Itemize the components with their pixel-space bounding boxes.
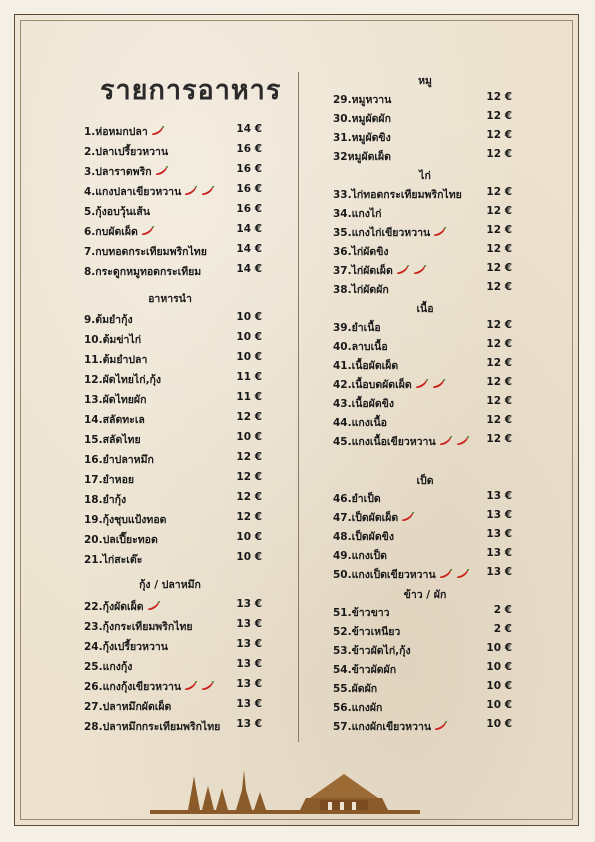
- menu-item: [84, 223, 262, 241]
- menu-item-name: [84, 331, 141, 348]
- menu-item: [84, 371, 262, 389]
- menu-item: [333, 110, 512, 128]
- menu-item-label: 38.ไก่ผัดผัก: [333, 284, 389, 296]
- menu-item-price: 12 €: [486, 262, 512, 274]
- menu-item-price: 12 €: [486, 148, 512, 160]
- chili-icon: [151, 126, 165, 137]
- menu-item-name: [333, 319, 381, 336]
- section-title-chicken: ไก่: [419, 170, 431, 182]
- menu-item-price: 11 €: [236, 371, 262, 383]
- menu-item: [84, 123, 262, 141]
- menu-item-label: 45.แกงเนื้อเขียวหวาน: [333, 436, 436, 448]
- chili-icon: [434, 721, 448, 732]
- menu-item-label: 16.ยำปลาหมึก: [84, 454, 154, 466]
- menu-item-label: 29.หมูหวาน: [333, 94, 392, 106]
- menu-item-label: 43.เนื้อผัดขิง: [333, 398, 394, 410]
- menu-item-price: 13 €: [236, 698, 262, 710]
- menu-item-name: [84, 391, 146, 408]
- menu-item-name: [333, 110, 391, 127]
- menu-item-price: 12 €: [486, 205, 512, 217]
- chili-icon: [413, 265, 427, 276]
- menu-item: [84, 551, 262, 569]
- menu-item-label: 9.ต้มยำกุ้ง: [84, 314, 133, 326]
- menu-item: [333, 281, 512, 299]
- menu-item: [84, 351, 262, 369]
- menu-item-price: 10 €: [486, 699, 512, 711]
- menu-item: [84, 203, 262, 221]
- menu-item-price: 14 €: [236, 263, 262, 275]
- menu-item-price: 10 €: [236, 431, 262, 443]
- menu-item-name: [333, 148, 391, 165]
- menu-item-label: 13.ผัดไทยผัก: [84, 394, 147, 406]
- menu-item-price: 12 €: [486, 376, 512, 388]
- menu-item: [333, 490, 512, 508]
- menu-item-price: 10 €: [236, 331, 262, 343]
- menu-item-name: [84, 658, 132, 675]
- menu-item-name: [333, 243, 389, 260]
- menu-item-name: [84, 143, 168, 160]
- menu-item-name: [333, 490, 381, 507]
- menu-item-price: 14 €: [236, 243, 262, 255]
- menu-item-name: [84, 411, 145, 428]
- chili-icon: [147, 601, 161, 612]
- section-title-shrimp-squid: กุ้ง / ปลาหมึก: [139, 579, 201, 591]
- menu-item: [333, 414, 512, 432]
- menu-item: [84, 491, 262, 509]
- menu-item: [333, 718, 512, 736]
- menu-item-name: [84, 718, 220, 735]
- menu-item-name: [84, 431, 141, 448]
- menu-item: [84, 311, 262, 329]
- chili-icon: [141, 226, 155, 237]
- chili-icon: [201, 681, 215, 692]
- menu-item: [333, 509, 512, 527]
- menu-item: [333, 642, 512, 660]
- menu-item-name: [333, 604, 390, 621]
- menu-item-name: [333, 528, 394, 545]
- menu-item-name: [84, 678, 215, 695]
- menu-item-price: 12 €: [486, 319, 512, 331]
- menu-item-price: 12 €: [236, 491, 262, 503]
- chili-icon: [184, 186, 198, 197]
- menu-item-label: 49.แกงเป็ด: [333, 550, 387, 562]
- menu-item: [333, 604, 512, 622]
- menu-item-label: 4.แกงปลาเขียวหวาน: [84, 186, 182, 198]
- menu-item-name: [333, 262, 427, 279]
- menu-item-price: 13 €: [486, 547, 512, 559]
- menu-item: [333, 395, 512, 413]
- menu-item-price: 12 €: [486, 186, 512, 198]
- menu-item: [333, 376, 512, 394]
- section-title-beef: เนื้อ: [416, 303, 434, 315]
- menu-item-name: [84, 598, 161, 615]
- menu-item: [84, 511, 262, 529]
- menu-item-name: [84, 371, 161, 388]
- menu-item-price: 12 €: [486, 110, 512, 122]
- menu-item-name: [84, 698, 171, 715]
- menu-item-label: 47.เป็ดผัดเผ็ด: [333, 512, 399, 524]
- menu-item: [333, 623, 512, 641]
- section-title-rice-vegetables: ข้าว / ผัก: [403, 589, 447, 601]
- menu-item-name: [84, 471, 134, 488]
- menu-item-price: 12 €: [486, 338, 512, 350]
- menu-item: [333, 243, 512, 261]
- menu-item-label: 46.ยำเป็ด: [333, 493, 381, 505]
- menu-item-price: 13 €: [236, 658, 262, 670]
- menu-item: [84, 698, 262, 716]
- menu-item: [333, 433, 512, 451]
- menu-item-price: 2 €: [493, 623, 512, 635]
- menu-item: [333, 547, 512, 565]
- menu-item: [84, 451, 262, 469]
- menu-item-label: 12.ผัดไทยไก่,กุ้ง: [84, 374, 162, 386]
- menu-item: [333, 205, 512, 223]
- menu-item-price: 12 €: [486, 91, 512, 103]
- section-title-duck: เป็ด: [416, 475, 434, 487]
- menu-item-name: [84, 531, 158, 548]
- menu-item-name: [333, 699, 382, 716]
- chili-icon: [401, 512, 415, 523]
- menu-item-name: [333, 414, 387, 431]
- menu-item-price: 2 €: [493, 604, 512, 616]
- menu-item-label: 53.ข้าวผัดไก่,กุ้ง: [333, 645, 411, 657]
- menu-item-name: [333, 566, 470, 583]
- menu-item-label: 34.แกงไก่: [333, 208, 382, 220]
- menu-item: [84, 411, 262, 429]
- chili-icon: [184, 681, 198, 692]
- menu-item-name: [84, 618, 193, 635]
- menu-item-name: [84, 243, 207, 260]
- menu-item-name: [333, 509, 415, 526]
- menu-item-label: 22.กุ้งผัดเผ็ด: [84, 601, 144, 613]
- menu-item-label: 52.ข้าวเหนียว: [333, 626, 401, 638]
- menu-item-label: 33.ไก่ทอดกระเทียมพริกไทย: [333, 189, 462, 201]
- menu-item: [333, 661, 512, 679]
- menu-item-price: 12 €: [486, 433, 512, 445]
- menu-item-price: 12 €: [486, 414, 512, 426]
- menu-item-price: 13 €: [236, 718, 262, 730]
- menu-item: [84, 431, 262, 449]
- menu-item-name: [333, 91, 391, 108]
- menu-item-label: 24.กุ้งเปรี้ยวหวาน: [84, 641, 168, 653]
- menu-item-price: 13 €: [486, 566, 512, 578]
- menu-item-name: [84, 203, 150, 220]
- menu-item-price: 10 €: [486, 680, 512, 692]
- menu-item-price: 12 €: [236, 411, 262, 423]
- menu-item-name: [333, 433, 470, 450]
- menu-item-name: [333, 718, 448, 735]
- menu-item-name: [84, 638, 168, 655]
- menu-item-label: 57.แกงผักเขียวหวาน: [333, 721, 432, 733]
- menu-item-name: [333, 395, 394, 412]
- menu-item-price: 11 €: [236, 391, 262, 403]
- menu-item-label: 31.หมูผัดขิง: [333, 132, 391, 144]
- menu-item-label: 54.ข้าวผัดผัก: [333, 664, 397, 676]
- menu-item-name: [333, 186, 462, 203]
- menu-item-name: [84, 351, 147, 368]
- menu-item-name: [333, 224, 447, 241]
- menu-item: [333, 91, 512, 109]
- menu-item-label: 56.แกงผัก: [333, 702, 383, 714]
- menu-item-name: [333, 205, 382, 222]
- chili-icon: [432, 379, 446, 390]
- menu-item-label: 42.เนื้อบดผัดเผ็ด: [333, 379, 412, 391]
- menu-item-name: [333, 547, 387, 564]
- menu-item-price: 12 €: [486, 357, 512, 369]
- menu-item-price: 10 €: [236, 531, 262, 543]
- menu-item-label: 17.ยำหอย: [84, 474, 135, 486]
- menu-item-price: 10 €: [486, 661, 512, 673]
- menu-item: [84, 618, 262, 636]
- menu-item-price: 12 €: [236, 471, 262, 483]
- menu-item-label: 25.แกงกุ้ง: [84, 661, 133, 673]
- menu-item-name: [84, 223, 155, 240]
- menu-item-name: [333, 680, 377, 697]
- menu-item-label: 10.ต้มข่าไก่: [84, 334, 142, 346]
- menu-item-price: 10 €: [486, 718, 512, 730]
- menu-item-label: 27.ปลาหมึกผัดเผ็ด: [84, 701, 172, 713]
- menu-item-label: 23.กุ้งกระเทียมพริกไทย: [84, 621, 193, 633]
- menu-item-label: 14.สลัดทะเล: [84, 414, 145, 426]
- menu-item-price: 13 €: [486, 490, 512, 502]
- section-title-appetizers: อาหารนำ: [148, 293, 192, 305]
- menu-item: [84, 163, 262, 181]
- menu-item-label: 18.ยำกุ้ง: [84, 494, 127, 506]
- menu-item-label: 19.กุ้งชุบแป้งทอด: [84, 514, 167, 526]
- menu-item-price: 13 €: [486, 509, 512, 521]
- chili-icon: [456, 436, 470, 447]
- chili-icon: [201, 186, 215, 197]
- menu-item-price: 14 €: [236, 123, 262, 135]
- menu-item: [333, 357, 512, 375]
- menu-item: [84, 658, 262, 676]
- menu-item-price: 12 €: [486, 129, 512, 141]
- menu-item-name: [84, 491, 126, 508]
- menu-item-label: 20.ปลเปี๊ยะทอด: [84, 534, 158, 546]
- menu-item-label: 55.ผัดผัก: [333, 683, 378, 695]
- menu-item-label: 26.แกงกุ้งเขียวหวาน: [84, 681, 182, 693]
- menu-item-price: 16 €: [236, 203, 262, 215]
- menu-item: [333, 319, 512, 337]
- menu-item-name: [84, 551, 142, 568]
- menu-item-label: 51.ข้าวขาว: [333, 607, 390, 619]
- menu-item: [84, 471, 262, 489]
- menu-item: [333, 224, 512, 242]
- menu-item: [333, 129, 512, 147]
- page-title: รายการอาหาร: [100, 75, 282, 106]
- menu-item-label: 21.ไก่สะเต๊ะ: [84, 554, 143, 566]
- menu-item-price: 12 €: [486, 243, 512, 255]
- temple-skyline-icon: [150, 768, 420, 814]
- menu-item: [84, 331, 262, 349]
- menu-item: [333, 186, 512, 204]
- menu-item-name: [84, 263, 201, 280]
- menu-item-label: 35.แกงไก่เขียวหวาน: [333, 227, 431, 239]
- chili-icon: [415, 379, 429, 390]
- menu-item: [84, 638, 262, 656]
- menu-item-name: [333, 623, 400, 640]
- menu-item-label: 5.กุ้งอบวุ้นเส้น: [84, 206, 150, 218]
- chili-icon: [433, 227, 447, 238]
- menu-item: [84, 678, 262, 696]
- menu-item-name: [84, 183, 215, 200]
- menu-item-name: [333, 357, 398, 374]
- menu-item: [84, 263, 262, 281]
- menu-item-label: 6.กบผัดเผ็ด: [84, 226, 138, 238]
- menu-item-name: [84, 123, 165, 140]
- menu-item-label: 32หมูผัดเผ็ด: [333, 151, 391, 163]
- chili-icon: [155, 166, 169, 177]
- menu-item-label: 48.เป็ดผัดขิง: [333, 531, 394, 543]
- menu-item-name: [333, 281, 389, 298]
- menu-item-label: 41.เนื้อผัดเผ็ด: [333, 360, 399, 372]
- menu-item: [333, 680, 512, 698]
- menu-item-name: [333, 661, 396, 678]
- menu-item-price: 12 €: [236, 451, 262, 463]
- menu-item-price: 13 €: [236, 638, 262, 650]
- menu-item: [333, 528, 512, 546]
- menu-item-name: [84, 163, 169, 180]
- menu-item-label: 50.แกงเป็ดเขียวหวาน: [333, 569, 436, 581]
- menu-item: [333, 148, 512, 166]
- menu-item-price: 16 €: [236, 183, 262, 195]
- menu-item: [84, 143, 262, 161]
- menu-item-price: 13 €: [486, 528, 512, 540]
- menu-item-label: 11.ต้มยำปลา: [84, 354, 148, 366]
- menu-item: [84, 598, 262, 616]
- menu-item-price: 10 €: [236, 551, 262, 563]
- menu-item-name: [333, 642, 411, 659]
- menu-item-label: 30.หมูผัดผัก: [333, 113, 391, 125]
- menu-item-name: [84, 511, 166, 528]
- menu-item-price: 13 €: [236, 618, 262, 630]
- menu-item-label: 1.ห่อหมกปลา: [84, 126, 148, 138]
- menu-item: [333, 262, 512, 280]
- menu-item-price: 10 €: [236, 351, 262, 363]
- menu-item-price: 10 €: [236, 311, 262, 323]
- menu-item: [333, 338, 512, 356]
- menu-item-price: 12 €: [486, 224, 512, 236]
- menu-item-label: 40.ลาบเนื้อ: [333, 341, 388, 353]
- menu-item-price: 13 €: [236, 598, 262, 610]
- menu-item-label: 39.ยำเนื้อ: [333, 322, 381, 334]
- chili-icon: [456, 569, 470, 580]
- menu-item-price: 12 €: [236, 511, 262, 523]
- menu-item-price: 10 €: [486, 642, 512, 654]
- menu-item-label: 44.แกงเนื้อ: [333, 417, 387, 429]
- menu-item: [84, 718, 262, 736]
- menu-item-name: [333, 376, 446, 393]
- section-title-pork: หมู: [418, 75, 432, 87]
- menu-item-price: 16 €: [236, 143, 262, 155]
- menu-item-label: 15.สลัดไทย: [84, 434, 141, 446]
- chili-icon: [439, 436, 453, 447]
- menu-item: [84, 183, 262, 201]
- chili-icon: [396, 265, 410, 276]
- menu-item-price: 12 €: [486, 281, 512, 293]
- menu-item-price: 14 €: [236, 223, 262, 235]
- menu-item-label: 37.ไก่ผัดเผ็ด: [333, 265, 393, 277]
- menu-item-label: 2.ปลาเปรี้ยวหวาน: [84, 146, 169, 158]
- menu-item-name: [84, 451, 154, 468]
- menu-item-name: [333, 338, 388, 355]
- menu-item-price: 13 €: [236, 678, 262, 690]
- menu-item-label: 36.ไก่ผัดขิง: [333, 246, 389, 258]
- menu-item-price: 16 €: [236, 163, 262, 175]
- menu-item: [84, 531, 262, 549]
- menu-item-label: 28.ปลาหมึกกระเทียมพริกไทย: [84, 721, 221, 733]
- menu-item: [333, 566, 512, 584]
- menu-item: [84, 391, 262, 409]
- menu-item-name: [333, 129, 391, 146]
- chili-icon: [439, 569, 453, 580]
- menu-item: [333, 699, 512, 717]
- column-divider: [298, 72, 299, 742]
- menu-item-label: 8.กระดูกหมูทอดกระเทียม: [84, 266, 202, 278]
- menu-item-label: 3.ปลาราดพริก: [84, 166, 152, 178]
- menu-item-label: 7.กบทอดกระเทียมพริกไทย: [84, 246, 207, 258]
- menu-item-name: [84, 311, 133, 328]
- menu-item-price: 12 €: [486, 395, 512, 407]
- menu-item: [84, 243, 262, 261]
